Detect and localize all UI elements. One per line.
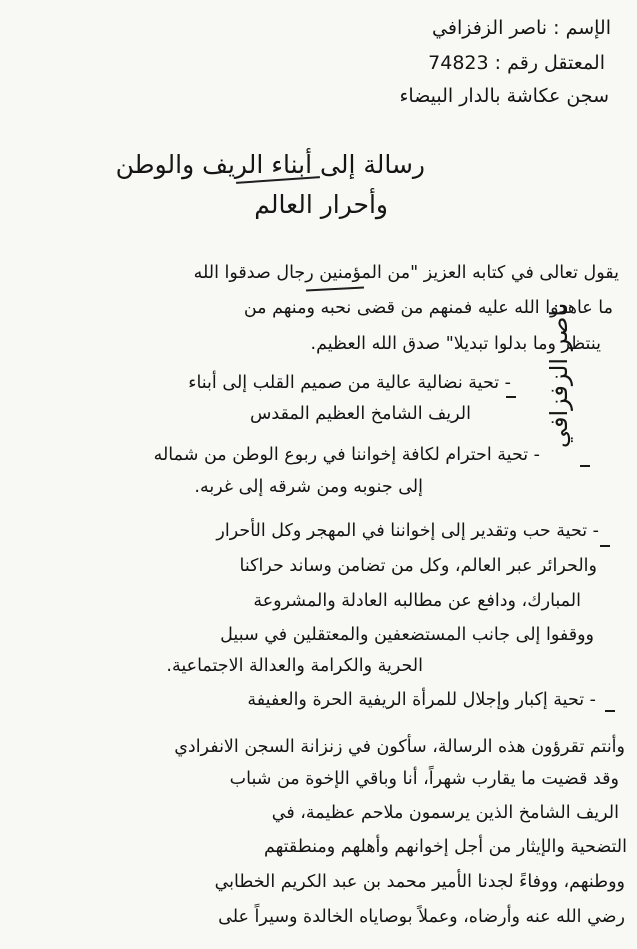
body-line: الريف الشامخ الذين يرسمون ملاحم عظيمة، في <box>271 803 619 823</box>
body-line: وأنتم تقرؤون هذه الرسالة، سأكون في زنزانة السجن الانفرادي <box>174 737 625 757</box>
prison-line: سجن عكاشة بالدار البيضاء <box>399 85 609 107</box>
bullet-mark <box>605 710 615 712</box>
body-line: ما عاهدوا الله عليه فمنهم من قضى نحبه ومنهم من <box>243 298 613 318</box>
letter-subtitle: وأحرار العالم <box>254 190 388 219</box>
body-line: - تحية إكبار وإجلال للمرأة الريفية الحرة والعفيفة <box>247 690 596 710</box>
body-line: ينتظر وما بدلوا تبديلا" صدق الله العظيم. <box>310 334 601 354</box>
name-line: الإسم : ناصر الزفزافي <box>432 17 611 39</box>
body-line: - تحية نضالية عالية من صميم القلب إلى أبناء <box>188 373 511 393</box>
body-line: - تحية احترام لكافة إخواننا في ربوع الوطن من شماله <box>153 445 540 465</box>
body-line: إلى جنوبه ومن شرقه إلى غربه. <box>194 477 423 497</box>
bullet-mark <box>600 545 610 547</box>
body-line: - تحية حب وتقدير إلى إخواننا في المهجر وكل الأحرار <box>216 521 599 541</box>
bullet-mark <box>506 396 516 398</box>
letter-title: رسالة إلى أبناء الريف والوطن <box>115 150 425 179</box>
quote-underline-accent <box>306 286 364 291</box>
prisoner-number-line: المعتقل رقم : 74823 <box>428 52 605 74</box>
body-line: وقد قضيت ما يقارب شهراً، أنا وباقي الإخوة من شباب <box>229 769 619 789</box>
bullet-mark <box>580 465 590 467</box>
body-line: التضحية والإيثار من أجل إخوانهم وأهلهم ومنطقتهم <box>263 837 627 857</box>
margin-signature: ناصر الزفزافي <box>545 302 573 448</box>
body-line: المبارك، ودافع عن مطالبه العادلة والمشروعة <box>253 591 581 611</box>
body-line: يقول تعالى في كتابه العزيز "من المؤمنين رجال صدقوا الله <box>193 263 619 283</box>
body-line: الريف الشامخ العظيم المقدس <box>250 404 471 424</box>
body-line: والحرائر عبر العالم، وكل من تضامن وساند حراكنا <box>239 556 597 576</box>
body-line: ووقفوا إلى جانب المستضعفين والمعتقلين في سبيل <box>220 625 594 645</box>
body-line: الحرية والكرامة والعدالة الاجتماعية. <box>166 656 423 676</box>
body-line: رضي الله عنه وأرضاه، وعملاً بوصاياه الخالدة وسيراً على <box>218 907 625 927</box>
body-line: ووطنهم، ووفاءً لجدنا الأمير محمد بن عبد الكريم الخطابي <box>214 872 625 892</box>
